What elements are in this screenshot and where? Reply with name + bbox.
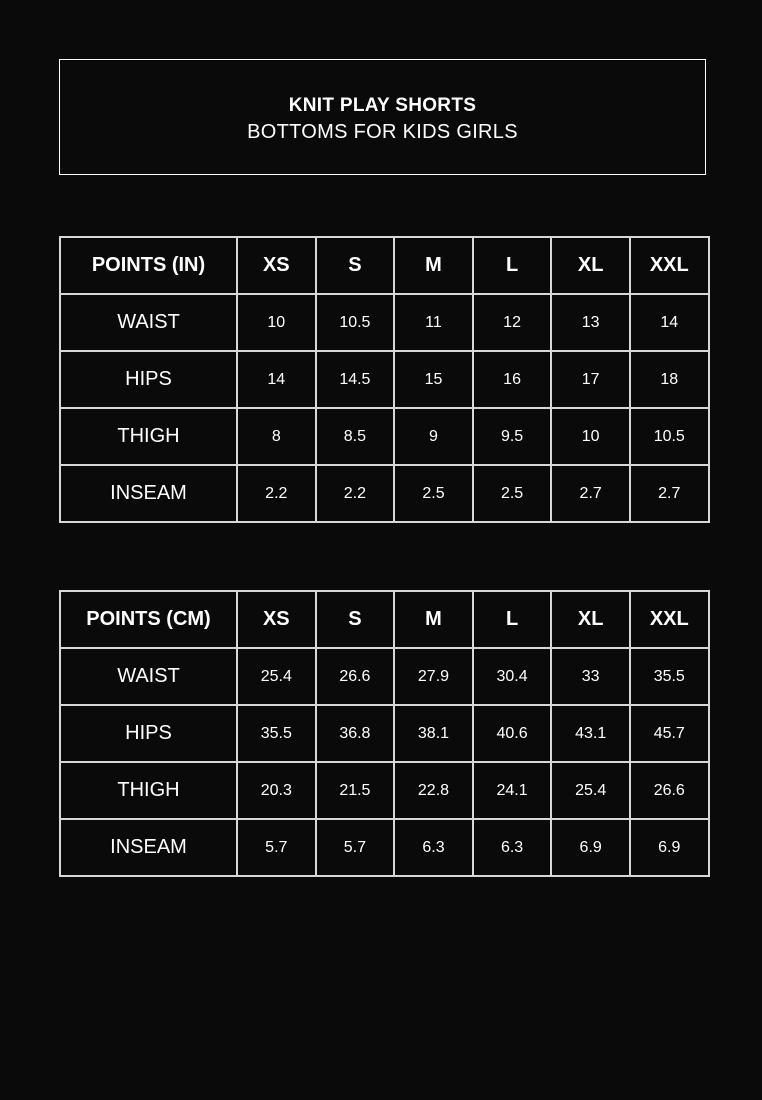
table-cell: 2.5 xyxy=(394,465,473,522)
table-cell: 10.5 xyxy=(316,294,395,351)
size-header-xxl: XXL xyxy=(630,237,709,294)
table-cell: 2.2 xyxy=(237,465,316,522)
table-cell: 12 xyxy=(473,294,552,351)
table-cell: 9.5 xyxy=(473,408,552,465)
table-cell: 11 xyxy=(394,294,473,351)
size-header-m: M xyxy=(394,591,473,648)
table-row-thigh xyxy=(60,408,709,465)
table-cell: 24.1 xyxy=(473,762,552,819)
table-cell: 17 xyxy=(551,351,630,408)
size-header-s: S xyxy=(316,237,395,294)
table-header-row xyxy=(60,591,709,648)
table-cell: 6.3 xyxy=(394,819,473,876)
table-row-thigh xyxy=(60,762,709,819)
table-cell: 22.8 xyxy=(394,762,473,819)
row-label: WAIST xyxy=(60,294,237,351)
table-cell: 10.5 xyxy=(630,408,709,465)
size-header-s: S xyxy=(316,591,395,648)
points-header: POINTS (CM) xyxy=(60,591,237,648)
table-cell: 25.4 xyxy=(237,648,316,705)
row-label: THIGH xyxy=(60,762,237,819)
table-cell: 8 xyxy=(237,408,316,465)
table-cell: 35.5 xyxy=(237,705,316,762)
row-label: WAIST xyxy=(60,648,237,705)
row-label: HIPS xyxy=(60,351,237,408)
table-cell: 26.6 xyxy=(316,648,395,705)
table-cell: 2.7 xyxy=(630,465,709,522)
table-cell: 10 xyxy=(551,408,630,465)
size-header-l: L xyxy=(473,591,552,648)
table-cell: 14.5 xyxy=(316,351,395,408)
size-table-centimeters xyxy=(59,590,710,877)
table-cell: 6.9 xyxy=(551,819,630,876)
table-cell: 33 xyxy=(551,648,630,705)
table-cell: 13 xyxy=(551,294,630,351)
size-header-xs: XS xyxy=(237,591,316,648)
table-cell: 9 xyxy=(394,408,473,465)
size-header-l: L xyxy=(473,237,552,294)
row-label: INSEAM xyxy=(60,819,237,876)
table-cell: 25.4 xyxy=(551,762,630,819)
table-cell: 35.5 xyxy=(630,648,709,705)
table-cell: 2.7 xyxy=(551,465,630,522)
table-cell: 5.7 xyxy=(237,819,316,876)
table-cell: 6.9 xyxy=(630,819,709,876)
size-table-inches xyxy=(59,236,710,523)
table-row-hips xyxy=(60,351,709,408)
table-cell: 20.3 xyxy=(237,762,316,819)
table-row-waist xyxy=(60,294,709,351)
title-box xyxy=(59,59,706,175)
table-cell: 43.1 xyxy=(551,705,630,762)
table-cell: 26.6 xyxy=(630,762,709,819)
table-row-inseam xyxy=(60,819,709,876)
table-cell: 14 xyxy=(237,351,316,408)
table-cell: 2.5 xyxy=(473,465,552,522)
table-row-hips xyxy=(60,705,709,762)
product-title: KNIT PLAY SHORTS xyxy=(288,95,477,116)
table-cell: 27.9 xyxy=(394,648,473,705)
table-cell: 2.2 xyxy=(316,465,395,522)
row-label: HIPS xyxy=(60,705,237,762)
table-cell: 40.6 xyxy=(473,705,552,762)
product-category: BOTTOMS FOR KIDS GIRLS xyxy=(247,121,518,143)
size-header-xl: XL xyxy=(551,237,630,294)
table-cell: 8.5 xyxy=(316,408,395,465)
table-cell: 45.7 xyxy=(630,705,709,762)
size-header-xl: XL xyxy=(551,591,630,648)
row-label: INSEAM xyxy=(60,465,237,522)
table-cell: 18 xyxy=(630,351,709,408)
table-cell: 15 xyxy=(394,351,473,408)
size-header-xs: XS xyxy=(237,237,316,294)
size-header-xxl: XXL xyxy=(630,591,709,648)
table-cell: 16 xyxy=(473,351,552,408)
table-cell: 30.4 xyxy=(473,648,552,705)
row-label: THIGH xyxy=(60,408,237,465)
table-cell: 14 xyxy=(630,294,709,351)
table-row-inseam xyxy=(60,465,709,522)
table-cell: 6.3 xyxy=(473,819,552,876)
table-cell: 36.8 xyxy=(316,705,395,762)
table-cell: 10 xyxy=(237,294,316,351)
table-row-waist xyxy=(60,648,709,705)
table-header-row xyxy=(60,237,709,294)
points-header: POINTS (IN) xyxy=(60,237,237,294)
table-cell: 38.1 xyxy=(394,705,473,762)
size-header-m: M xyxy=(394,237,473,294)
table-cell: 5.7 xyxy=(316,819,395,876)
table-cell: 21.5 xyxy=(316,762,395,819)
